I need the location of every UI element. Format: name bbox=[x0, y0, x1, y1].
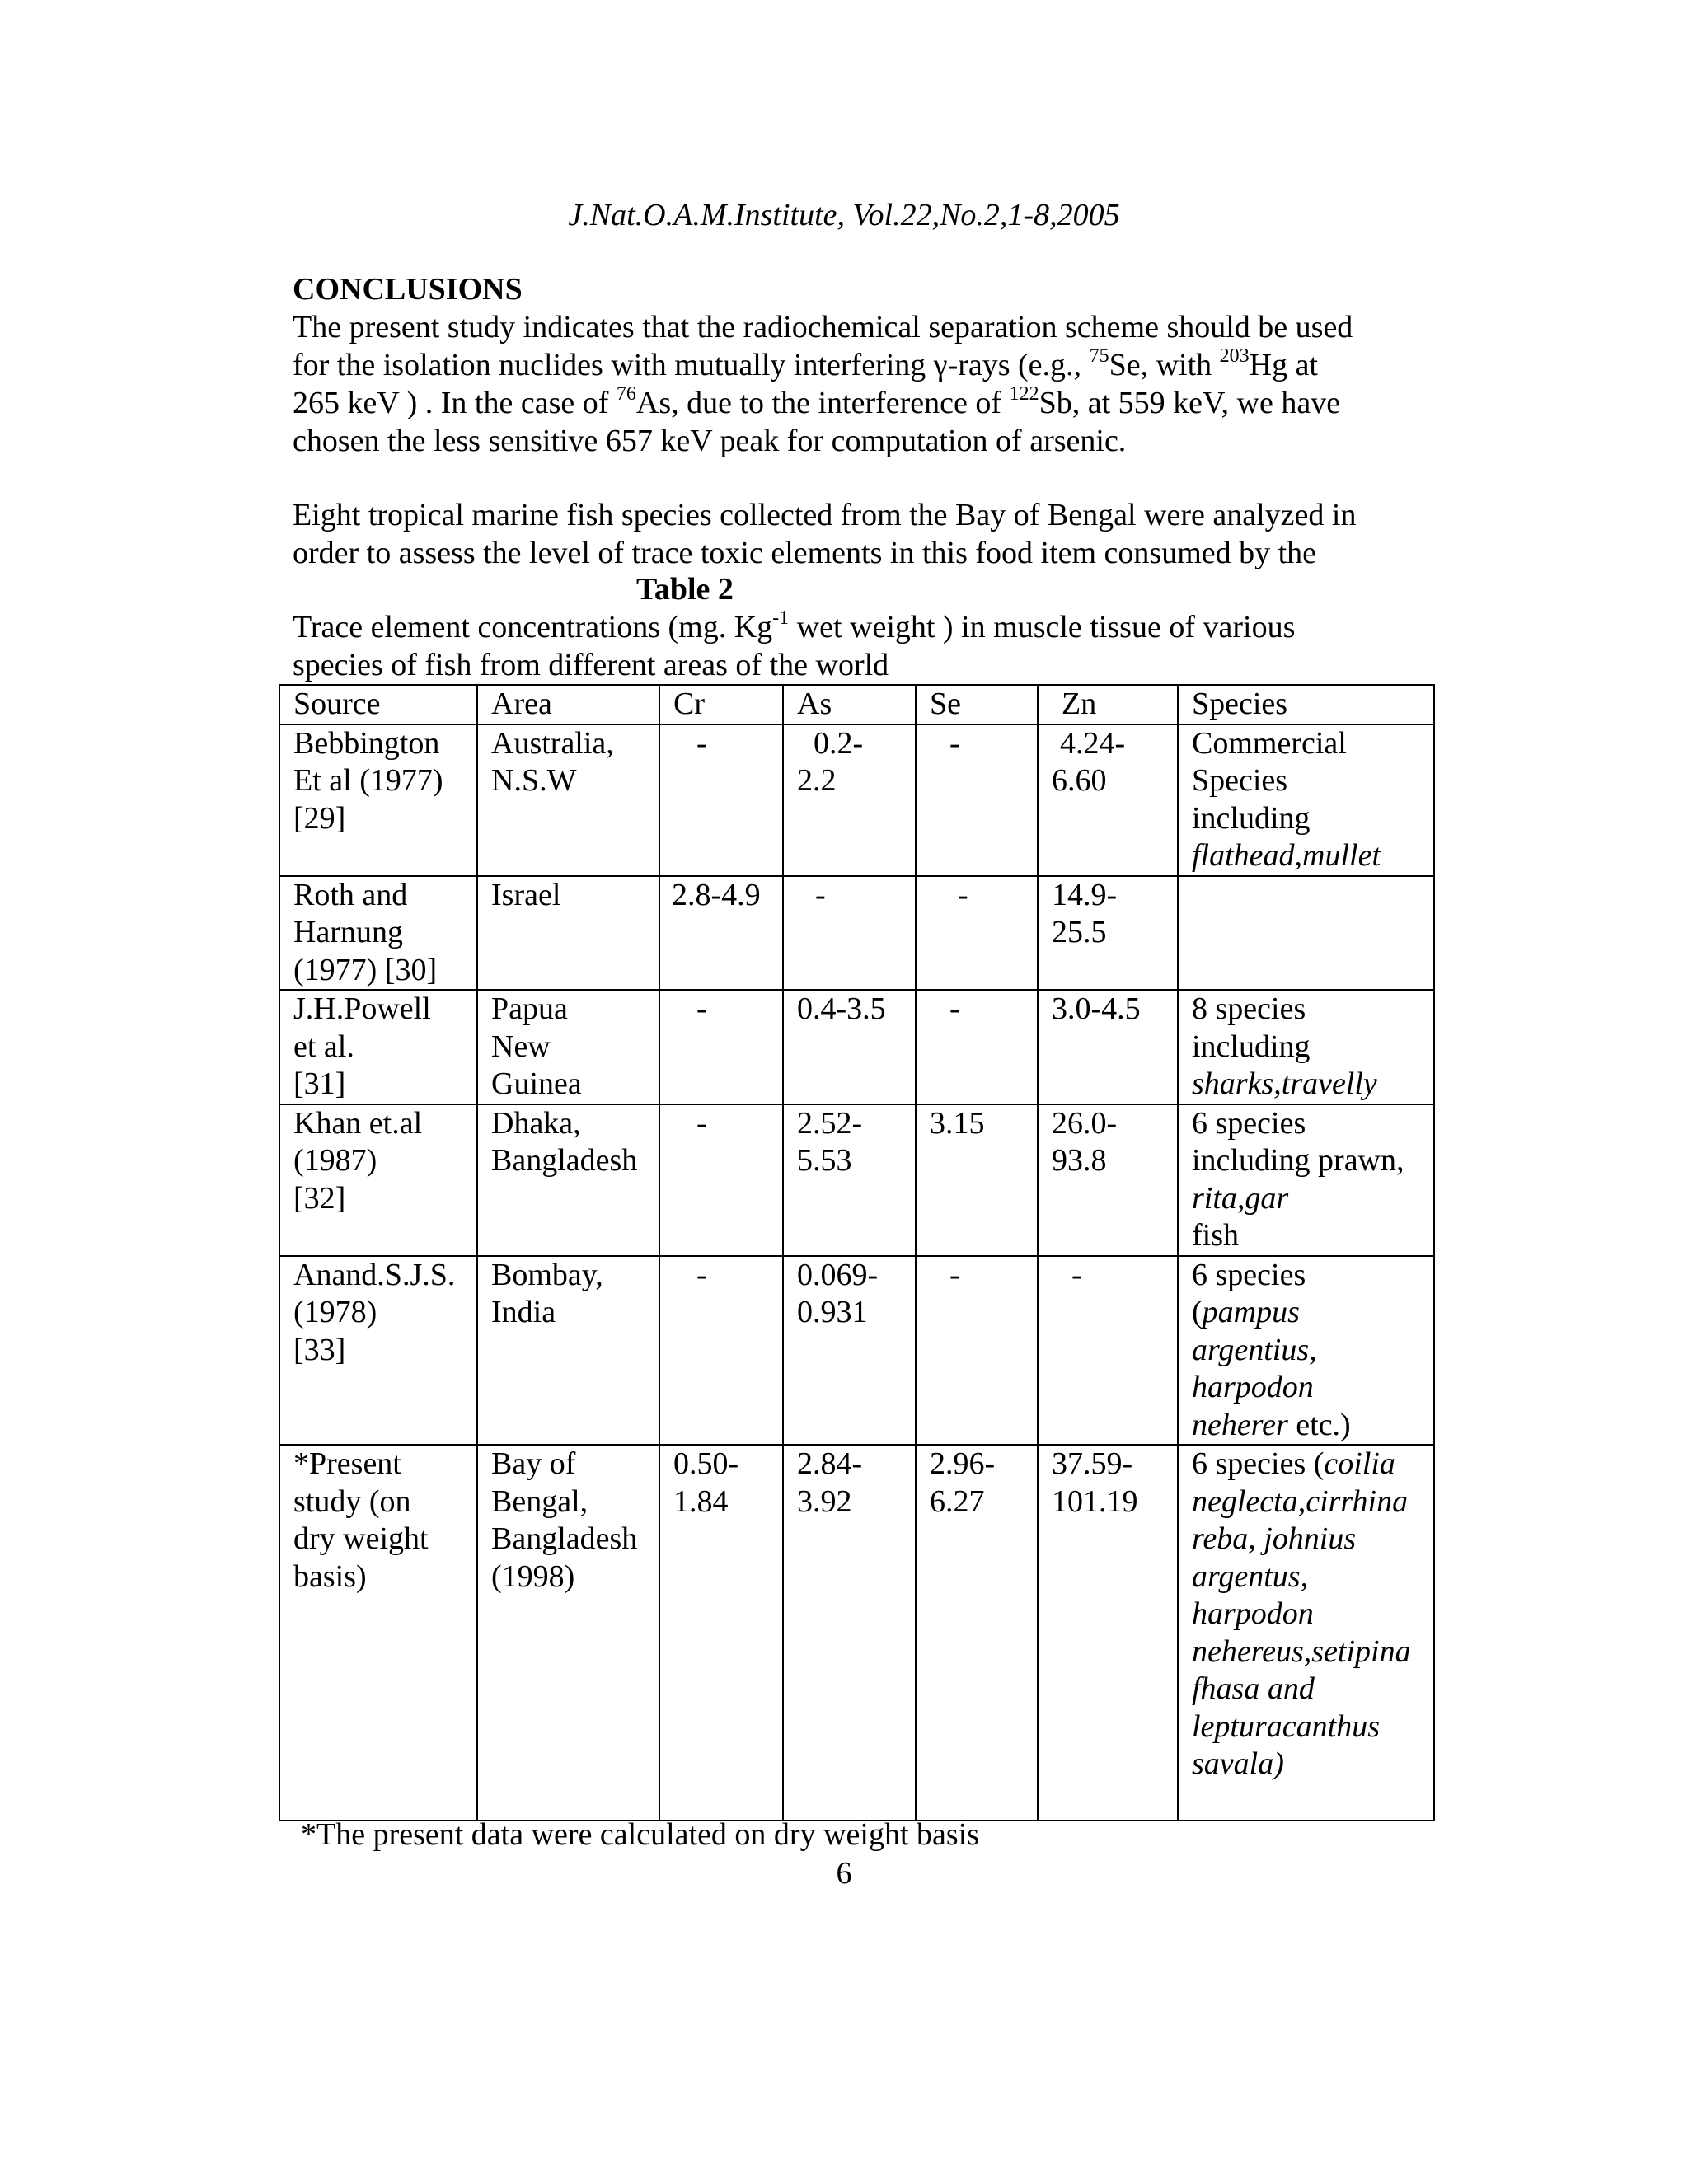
cell-species: 6 species (pampus argentius, harpodon neherer etc.) bbox=[1178, 1256, 1434, 1446]
table-footnote: *The present data were calculated on dry weight basis bbox=[301, 1817, 980, 1852]
cell-species: 6 species (coilia neglecta,cirrhina reba, johnius argentus, harpodon nehereus,setipina fhasa and lepturacanthus savala) bbox=[1178, 1445, 1434, 1821]
cell-area: Dhaka, Bangladesh bbox=[477, 1104, 659, 1256]
cell-as: 0.2- 2.2 bbox=[783, 724, 916, 876]
table-caption-line: Trace element concentrations (mg. $Kg^{-1}$ wet weight ) in muscle tissue of various bbox=[293, 607, 1296, 644]
table-row bbox=[279, 990, 1434, 1104]
cell-cr: 2.8-4.9 bbox=[659, 876, 783, 991]
cell-source: *Present study (on dry weight basis) bbox=[279, 1445, 477, 1821]
cell-se: - bbox=[916, 990, 1038, 1104]
table-row bbox=[279, 876, 1434, 991]
table-header-row bbox=[279, 685, 1434, 724]
cell-as: 2.52- 5.53 bbox=[783, 1104, 916, 1256]
header-species: Species bbox=[1178, 685, 1434, 724]
cell-zn: 37.59- 101.19 bbox=[1038, 1445, 1178, 1821]
header-as: As bbox=[783, 685, 916, 724]
header-zn: Zn bbox=[1038, 685, 1178, 724]
paragraph-line: order to assess the level of trace toxic elements in this food item consumed by the bbox=[293, 536, 1317, 570]
cell-se: - bbox=[916, 724, 1038, 876]
cell-se: 3.15 bbox=[916, 1104, 1038, 1256]
cell-se: 2.96- 6.27 bbox=[916, 1445, 1038, 1821]
paragraph-line: for the isolation nuclides with mutually interfering γ-rays (e.g., $^{75}$Se, with $^{203}$Hg at bbox=[293, 345, 1318, 382]
table-caption-line: species of fish from different areas of the world bbox=[293, 648, 889, 682]
cell-cr: 0.50- 1.84 bbox=[659, 1445, 783, 1821]
table-row bbox=[279, 1104, 1434, 1256]
cell-source: Roth and Harnung (1977) [30] bbox=[279, 876, 477, 991]
paragraph-line: The present study indicates that the radiochemical separation scheme should be used bbox=[293, 310, 1353, 344]
cell-cr: - bbox=[659, 1256, 783, 1446]
header-se: Se bbox=[916, 685, 1038, 724]
journal-header: J.Nat.O.A.M.Institute, Vol.22,No.2,1-8,2005 bbox=[568, 198, 1120, 232]
cell-as: 0.069- 0.931 bbox=[783, 1256, 916, 1446]
cell-as: 2.84- 3.92 bbox=[783, 1445, 916, 1821]
cell-species: 8 species including sharks,travelly bbox=[1178, 990, 1434, 1104]
cell-zn: - bbox=[1038, 1256, 1178, 1446]
cell-source: Anand.S.J.S. (1978) [33] bbox=[279, 1256, 477, 1446]
cell-zn: 4.24- 6.60 bbox=[1038, 724, 1178, 876]
cell-zn: 26.0- 93.8 bbox=[1038, 1104, 1178, 1256]
cell-cr: - bbox=[659, 990, 783, 1104]
cell-zn: 3.0-4.5 bbox=[1038, 990, 1178, 1104]
cell-area: Israel bbox=[477, 876, 659, 991]
cell-species: 6 species including prawn, rita,gar fish bbox=[1178, 1104, 1434, 1256]
cell-source: J.H.Powell et al. [31] bbox=[279, 990, 477, 1104]
cell-as: - bbox=[783, 876, 916, 991]
cell-zn: 14.9- 25.5 bbox=[1038, 876, 1178, 991]
cell-as: 0.4-3.5 bbox=[783, 990, 916, 1104]
cell-species: Commercial Species including flathead,mullet bbox=[1178, 724, 1434, 876]
cell-source: Bebbington Et al (1977) [29] bbox=[279, 724, 477, 876]
cell-species bbox=[1178, 876, 1434, 991]
cell-cr: - bbox=[659, 724, 783, 876]
paragraph-line: chosen the less sensitive 657 keV peak for computation of arsenic. bbox=[293, 424, 1127, 458]
page-number: 6 bbox=[836, 1856, 852, 1891]
header-cr: Cr bbox=[659, 685, 783, 724]
cell-area: Bay of Bengal, Bangladesh (1998) bbox=[477, 1445, 659, 1821]
cell-area: Papua New Guinea bbox=[477, 990, 659, 1104]
cell-area: Australia, N.S.W bbox=[477, 724, 659, 876]
table-row bbox=[279, 1256, 1434, 1446]
paragraph-line: 265 keV ) . In the case of $^{76}$As, due to the interference of $^{122}$Sb, at 559 keV, we have bbox=[293, 383, 1341, 420]
cell-cr: - bbox=[659, 1104, 783, 1256]
cell-area: Bombay, India bbox=[477, 1256, 659, 1446]
cell-se: - bbox=[916, 876, 1038, 991]
cell-source: Khan et.al (1987) [32] bbox=[279, 1104, 477, 1256]
section-heading: CONCLUSIONS bbox=[293, 272, 523, 307]
header-area: Area bbox=[477, 685, 659, 724]
table-title: Table 2 bbox=[636, 572, 734, 607]
cell-se: - bbox=[916, 1256, 1038, 1446]
table-row bbox=[279, 724, 1434, 876]
paragraph-line: Eight tropical marine fish species collected from the Bay of Bengal were analyzed in bbox=[293, 498, 1357, 532]
trace-element-table bbox=[279, 684, 1435, 1821]
table-row bbox=[279, 1445, 1434, 1821]
header-source: Source bbox=[279, 685, 477, 724]
